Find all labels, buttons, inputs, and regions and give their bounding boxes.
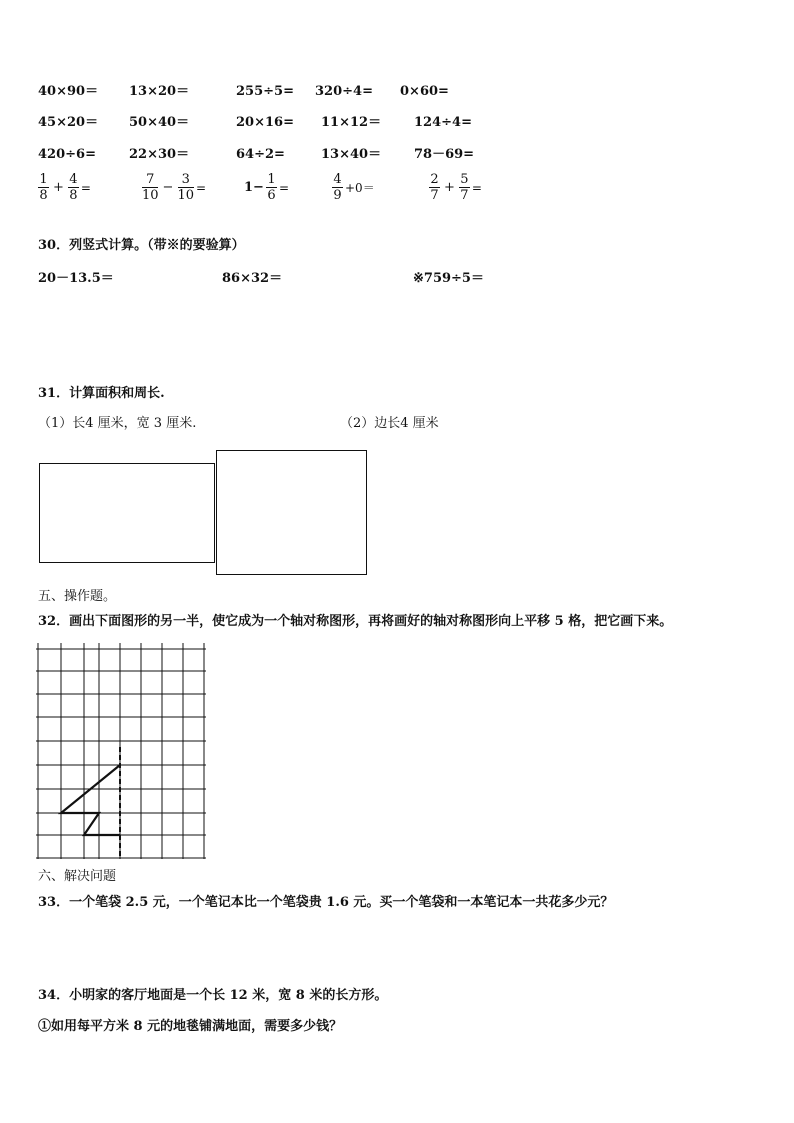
- equals: =: [80, 180, 91, 195]
- numerator: 5: [460, 172, 469, 187]
- fraction: [429, 172, 440, 203]
- fraction: [177, 172, 194, 203]
- q31-part1: （1）长4 厘米，宽 3 厘米.: [38, 416, 197, 431]
- square-figure: [216, 450, 367, 575]
- numerator: 1: [39, 172, 48, 187]
- section-5-heading: 五、操作题。: [38, 589, 117, 604]
- tail: +0＝: [345, 181, 375, 195]
- oral-r1-c3: 255÷5=: [236, 84, 294, 99]
- denominator: 7: [430, 188, 439, 203]
- oral-r1-c1: 40×90＝: [38, 84, 99, 99]
- fraction: [266, 172, 277, 203]
- oral-r2-c4: 11×12＝: [321, 115, 382, 130]
- equals: =: [471, 180, 482, 195]
- oral-r3-c3: 64÷2=: [236, 147, 285, 162]
- q32-title: 32．画出下面图形的另一半，使它成为一个轴对称图形，再将画好的轴对称图形向上平移 5 格，把它画下来。: [38, 614, 673, 629]
- oral-r1-c5: 0×60=: [400, 84, 449, 99]
- fraction-expr-3: [244, 172, 289, 203]
- q31-title: 31．计算面积和周长.: [38, 386, 165, 401]
- fraction-expr-5: [427, 172, 482, 203]
- q33-text: 33．一个笔袋 2.5 元，一个笔记本比一个笔袋贵 1.6 元。买一个笔袋和一本笔记本一共花多少元？: [38, 895, 614, 910]
- q30-item-3: ※759÷5＝: [413, 271, 484, 286]
- oral-r2-c2: 50×40＝: [129, 115, 190, 130]
- equals: =: [196, 180, 207, 195]
- oral-r3-c5: 78－69=: [414, 147, 475, 162]
- half-shape: [61, 765, 120, 835]
- numerator: 4: [333, 172, 342, 187]
- denominator: 10: [142, 188, 159, 203]
- numerator: 1: [267, 172, 276, 187]
- fraction-expr-4: [330, 172, 375, 203]
- fraction: [38, 172, 49, 203]
- denominator: 8: [69, 188, 78, 203]
- denominator: 6: [267, 188, 276, 203]
- q34-title: 34．小明家的客厅地面是一个长 12 米，宽 8 米的长方形。: [38, 988, 388, 1003]
- oral-r2-c3: 20×16=: [236, 115, 294, 130]
- denominator: 9: [333, 188, 342, 203]
- lead-term: 1−: [244, 180, 264, 195]
- numerator: 2: [430, 172, 439, 187]
- fraction: [459, 172, 470, 203]
- q31-part2: （2）边长4 厘米: [340, 416, 439, 431]
- fraction: [142, 172, 159, 203]
- oral-r2-c1: 45×20＝: [38, 115, 99, 130]
- section-6-heading: 六、解决问题: [38, 869, 117, 884]
- fraction-expr-1: [36, 172, 91, 203]
- operator: −: [162, 180, 174, 195]
- numerator: 7: [146, 172, 155, 187]
- oral-r3-c2: 22×30＝: [129, 147, 190, 162]
- operator: +: [53, 180, 64, 195]
- equals: =: [278, 180, 290, 195]
- numerator: 4: [69, 172, 78, 187]
- fraction: [332, 172, 343, 203]
- oral-r1-c2: 13×20＝: [129, 84, 190, 99]
- q30-item-1: 20－13.5＝: [38, 271, 114, 286]
- denominator: 7: [460, 188, 469, 203]
- denominator: 8: [39, 188, 48, 203]
- oral-r3-c1: 420÷6=: [38, 147, 96, 162]
- oral-r3-c4: 13×40＝: [321, 147, 382, 162]
- q34-sub1: ①如用每平方米 8 元的地毯铺满地面，需要多少钱？: [38, 1019, 343, 1034]
- q30-item-2: 86×32＝: [222, 271, 283, 286]
- grid-figure: [36, 643, 208, 861]
- denominator: 10: [177, 188, 194, 203]
- oral-r1-c4: 320÷4=: [315, 84, 373, 99]
- fraction: [68, 172, 79, 203]
- q30-title: 30．列竖式计算。（带※的要验算）: [38, 238, 245, 253]
- operator: +: [444, 180, 455, 195]
- rectangle-figure: [39, 463, 215, 563]
- fraction-expr-2: [140, 172, 206, 203]
- oral-r2-c5: 124÷4=: [414, 115, 472, 130]
- numerator: 3: [181, 172, 190, 187]
